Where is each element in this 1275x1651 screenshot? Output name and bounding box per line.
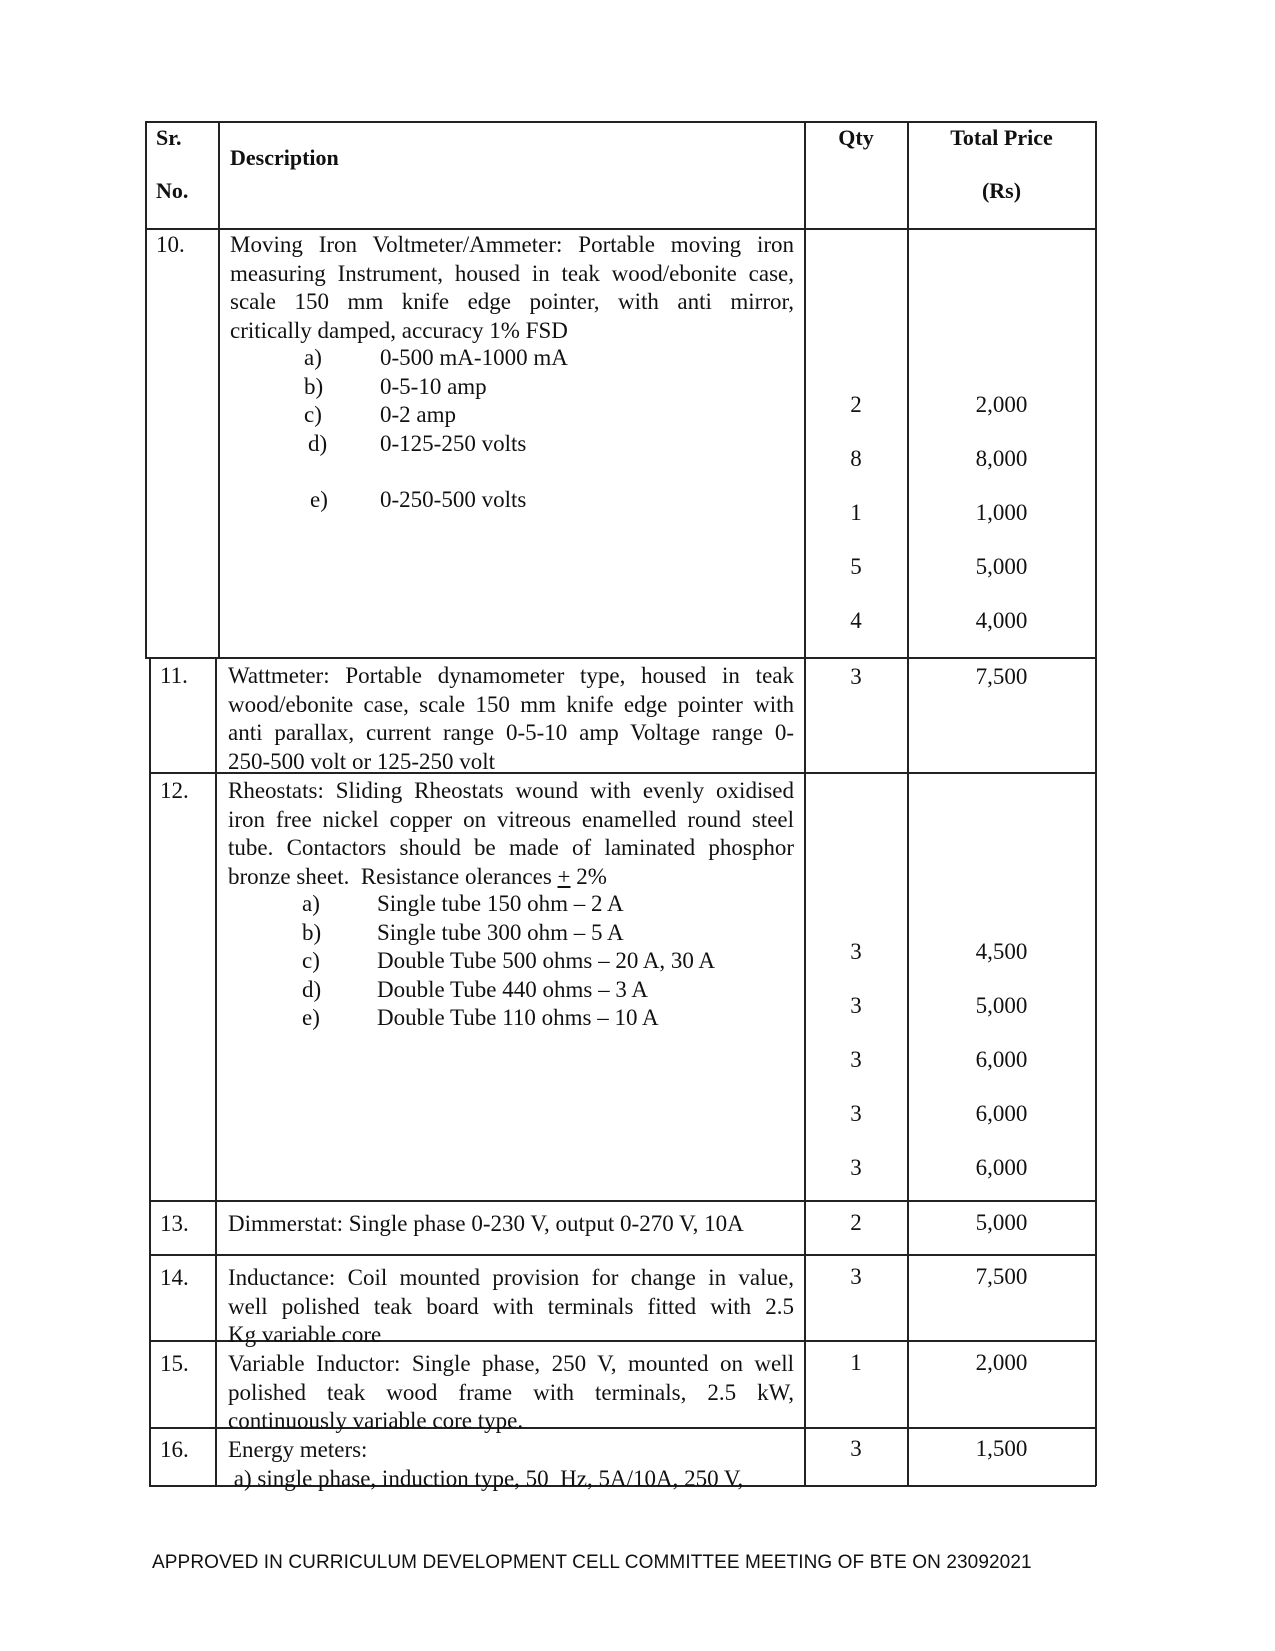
item-text: 0-250-500 volts [380, 487, 527, 512]
header-rs: (Rs) [981, 178, 1022, 203]
row-description [228, 662, 794, 776]
price-value: 4,500 [975, 939, 1028, 964]
price-value: 5,000 [975, 1210, 1028, 1235]
desc-line: scale 150 mm knife edge pointer, with anti mirror, [230, 289, 794, 314]
header-bottom-border [145, 228, 1096, 230]
item-label: b) [304, 374, 324, 399]
sr-number: 11. [160, 663, 188, 688]
item-label: d) [308, 431, 328, 456]
qty-value: 3 [850, 1436, 862, 1461]
item-label: d) [302, 977, 322, 1002]
header-total-price: Total Price [950, 125, 1053, 150]
qty-value: 3 [850, 1264, 862, 1289]
row-description: Dimmerstat: Single phase 0-230 V, output 0-270 V, 10A [228, 1211, 744, 1236]
qty-value: 3 [850, 993, 862, 1018]
qty-value: 3 [850, 1047, 862, 1072]
sr-number: 13. [160, 1211, 189, 1236]
price-value: 4,000 [975, 608, 1028, 633]
price-value: 5,000 [975, 554, 1028, 579]
row-10-bottom-border [145, 657, 1096, 659]
desc-line: critically damped, accuracy 1% FSD [230, 317, 568, 343]
qty-value: 1 [850, 500, 862, 525]
price-value: 2,000 [975, 392, 1028, 417]
qty-value: 2 [850, 392, 862, 417]
row-13-bottom-border [149, 1254, 1096, 1256]
header-qty: Qty [838, 125, 874, 150]
row-12-bottom-border [149, 1200, 1096, 1202]
sr-number: 16. [160, 1437, 189, 1462]
desc-line: a) single phase, induction type, 50 Hz, 5A/10A, 250 V, [228, 1465, 744, 1491]
desc-line: Rheostats: Sliding Rheostats wound with evenly oxidised [228, 778, 794, 803]
desc-line: Energy meters: [228, 1437, 368, 1462]
qty-value: 3 [850, 939, 862, 964]
header-no: No. [156, 178, 189, 203]
plus-minus-symbol: + [557, 863, 571, 889]
row-description [230, 231, 794, 345]
item-label: e) [310, 487, 328, 512]
row-description [228, 777, 794, 891]
desc-text: 2% [570, 863, 607, 889]
row-description [228, 1350, 794, 1436]
desc-line: polished teak wood frame with terminals, 2.5 kW, [228, 1379, 794, 1405]
sr-number: 15. [160, 1351, 189, 1376]
right-border [1095, 121, 1097, 1486]
table-top-border [145, 121, 1096, 123]
desc-line: well polished teak board with terminals fitted with 2.5 [228, 1293, 794, 1319]
desc-line [228, 863, 794, 892]
desc-line: measuring Instrument, housed in teak wood/ebonite case, [230, 260, 794, 286]
header-description: Description [230, 145, 339, 170]
price-value: 1,000 [975, 500, 1028, 525]
qty-value: 5 [850, 554, 862, 579]
item-text: 0-5-10 amp [380, 374, 487, 399]
item-label: a) [302, 891, 320, 916]
sr-number: 12. [160, 778, 189, 803]
price-value: 7,500 [975, 1264, 1028, 1289]
item-label: b) [302, 920, 322, 945]
qty-value: 4 [850, 608, 862, 633]
price-value: 6,000 [975, 1101, 1028, 1126]
item-text: 0-125-250 volts [380, 431, 527, 456]
qty-value: 1 [850, 1350, 862, 1375]
item-text: 0-500 mA-1000 mA [380, 345, 568, 370]
desc-line: 250-500 volt or 125-250 volt [228, 748, 496, 774]
price-value: 6,000 [975, 1047, 1028, 1072]
qty-value: 2 [850, 1210, 862, 1235]
qty-value: 3 [850, 1101, 862, 1126]
item-label: c) [302, 948, 320, 973]
desc-line: continuously variable core type. [228, 1408, 524, 1433]
item-label: a) [304, 345, 322, 370]
item-text: Double Tube 440 ohms – 3 A [377, 977, 648, 1002]
desc-line: tube. Contactors should be made of laminated phosphor [228, 835, 794, 860]
qty-value: 3 [850, 664, 862, 689]
desc-line: iron free nickel copper on vitreous enamelled round steel [228, 806, 794, 832]
price-value: 5,000 [975, 993, 1028, 1018]
item-text: Double Tube 500 ohms – 20 A, 30 A [377, 948, 716, 973]
sr-number: 10. [156, 232, 185, 257]
price-value: 8,000 [975, 446, 1028, 471]
price-value: 2,000 [975, 1350, 1028, 1375]
price-value: 1,500 [975, 1436, 1028, 1461]
price-value: 6,000 [975, 1155, 1028, 1180]
sr-col-divider-lower [215, 657, 217, 1486]
desc-line: Wattmeter: Portable dynamometer type, housed in teak [228, 663, 794, 688]
desc-line: anti parallax, current range 0-5-10 amp Voltage range 0- [228, 720, 794, 745]
desc-line: Moving Iron Voltmeter/Ammeter: Portable moving iron [230, 232, 794, 257]
item-text: Single tube 150 ohm – 2 A [377, 891, 624, 916]
desc-text: bronze sheet. Resistance olerances [228, 863, 558, 889]
sr-col-divider-upper [218, 121, 220, 658]
desc-line: wood/ebonite case, scale 150 mm knife edge pointer with [228, 691, 794, 717]
qty-value: 3 [850, 1155, 862, 1180]
row-description [228, 1436, 794, 1493]
item-text: Double Tube 110 ohms – 10 A [377, 1005, 659, 1030]
desc-line: Inductance: Coil mounted provision for change in value, [228, 1265, 794, 1290]
left-border-lower [149, 657, 151, 1486]
approval-footer: APPROVED IN CURRICULUM DEVELOPMENT CELL COMMITTEE MEETING OF BTE ON 23092021 [152, 1552, 1032, 1573]
price-value: 7,500 [975, 664, 1028, 689]
header-sr: Sr. [156, 125, 182, 150]
row-description [228, 1264, 794, 1350]
left-border-upper [145, 121, 147, 658]
item-text: Single tube 300 ohm – 5 A [377, 920, 624, 945]
item-text: 0-2 amp [380, 402, 457, 427]
desc-line: Variable Inductor: Single phase, 250 V, mounted on well [228, 1351, 794, 1376]
qty-value: 8 [850, 446, 862, 471]
item-label: e) [302, 1005, 320, 1030]
sr-number: 14. [160, 1265, 189, 1290]
item-label: c) [304, 402, 322, 427]
desc-line: Kg variable core [228, 1322, 382, 1347]
